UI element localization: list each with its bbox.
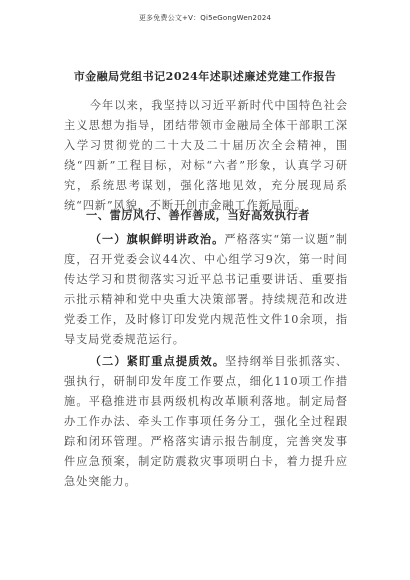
- watermark-text: 更多免费公文+V：Qi5eGongWen2024: [138, 14, 272, 22]
- subsection-2-text: 坚持纲举目张抓落实、强执行，研制印发年度工作要点，细化110项工作措施。平稳推进市县两级机构改革顺利落地。制定局督办工作办法、牵头工作事项任务分工，强化全过程跟踪和闭环管理。严格落实请示报告制度，完善突发事件应急预案，制定防震救灾事项明白卡，着力提升应急处突能力。: [64, 355, 348, 488]
- subsection-1-text: 严格落实“第一议题”制度，召开党委会议44次、中心组学习9次，第一时间传达学习和贯彻落实习近平总书记重要讲话、重要指示批示精神和党中央重大决策部署。持续规范和改进党委工作，及时修订印发党内规范性文件10余项，指导支局党委规范运行。: [64, 233, 348, 346]
- subsection-2-title: （二）紧盯重点提质效。: [89, 354, 226, 368]
- subsection-1-paragraph: [64, 229, 348, 350]
- intro-paragraph: 今年以来，我坚持以习近平新时代中国特色社会主义思想为指导，团结带领市金融局全体干部职工深入学习贯彻党的二十大及二十届历次全会精神，围绕“四新”工程目标，对标“六者”形象，认真学习研究，系统思考谋划，强化落地见效，充分展现局系统“四新”风貌，不断开创市金融工作新局面。: [64, 99, 348, 212]
- document-title: 市金融局党组书记2024年述职述廉述党建工作报告: [73, 70, 337, 83]
- subsection-1-title: （一）旗帜鲜明讲政治。: [89, 232, 225, 246]
- section-heading-1: 一、雷厉风行、善作善成，当好高效执行者: [86, 208, 310, 222]
- subsection-2-paragraph: [64, 351, 348, 492]
